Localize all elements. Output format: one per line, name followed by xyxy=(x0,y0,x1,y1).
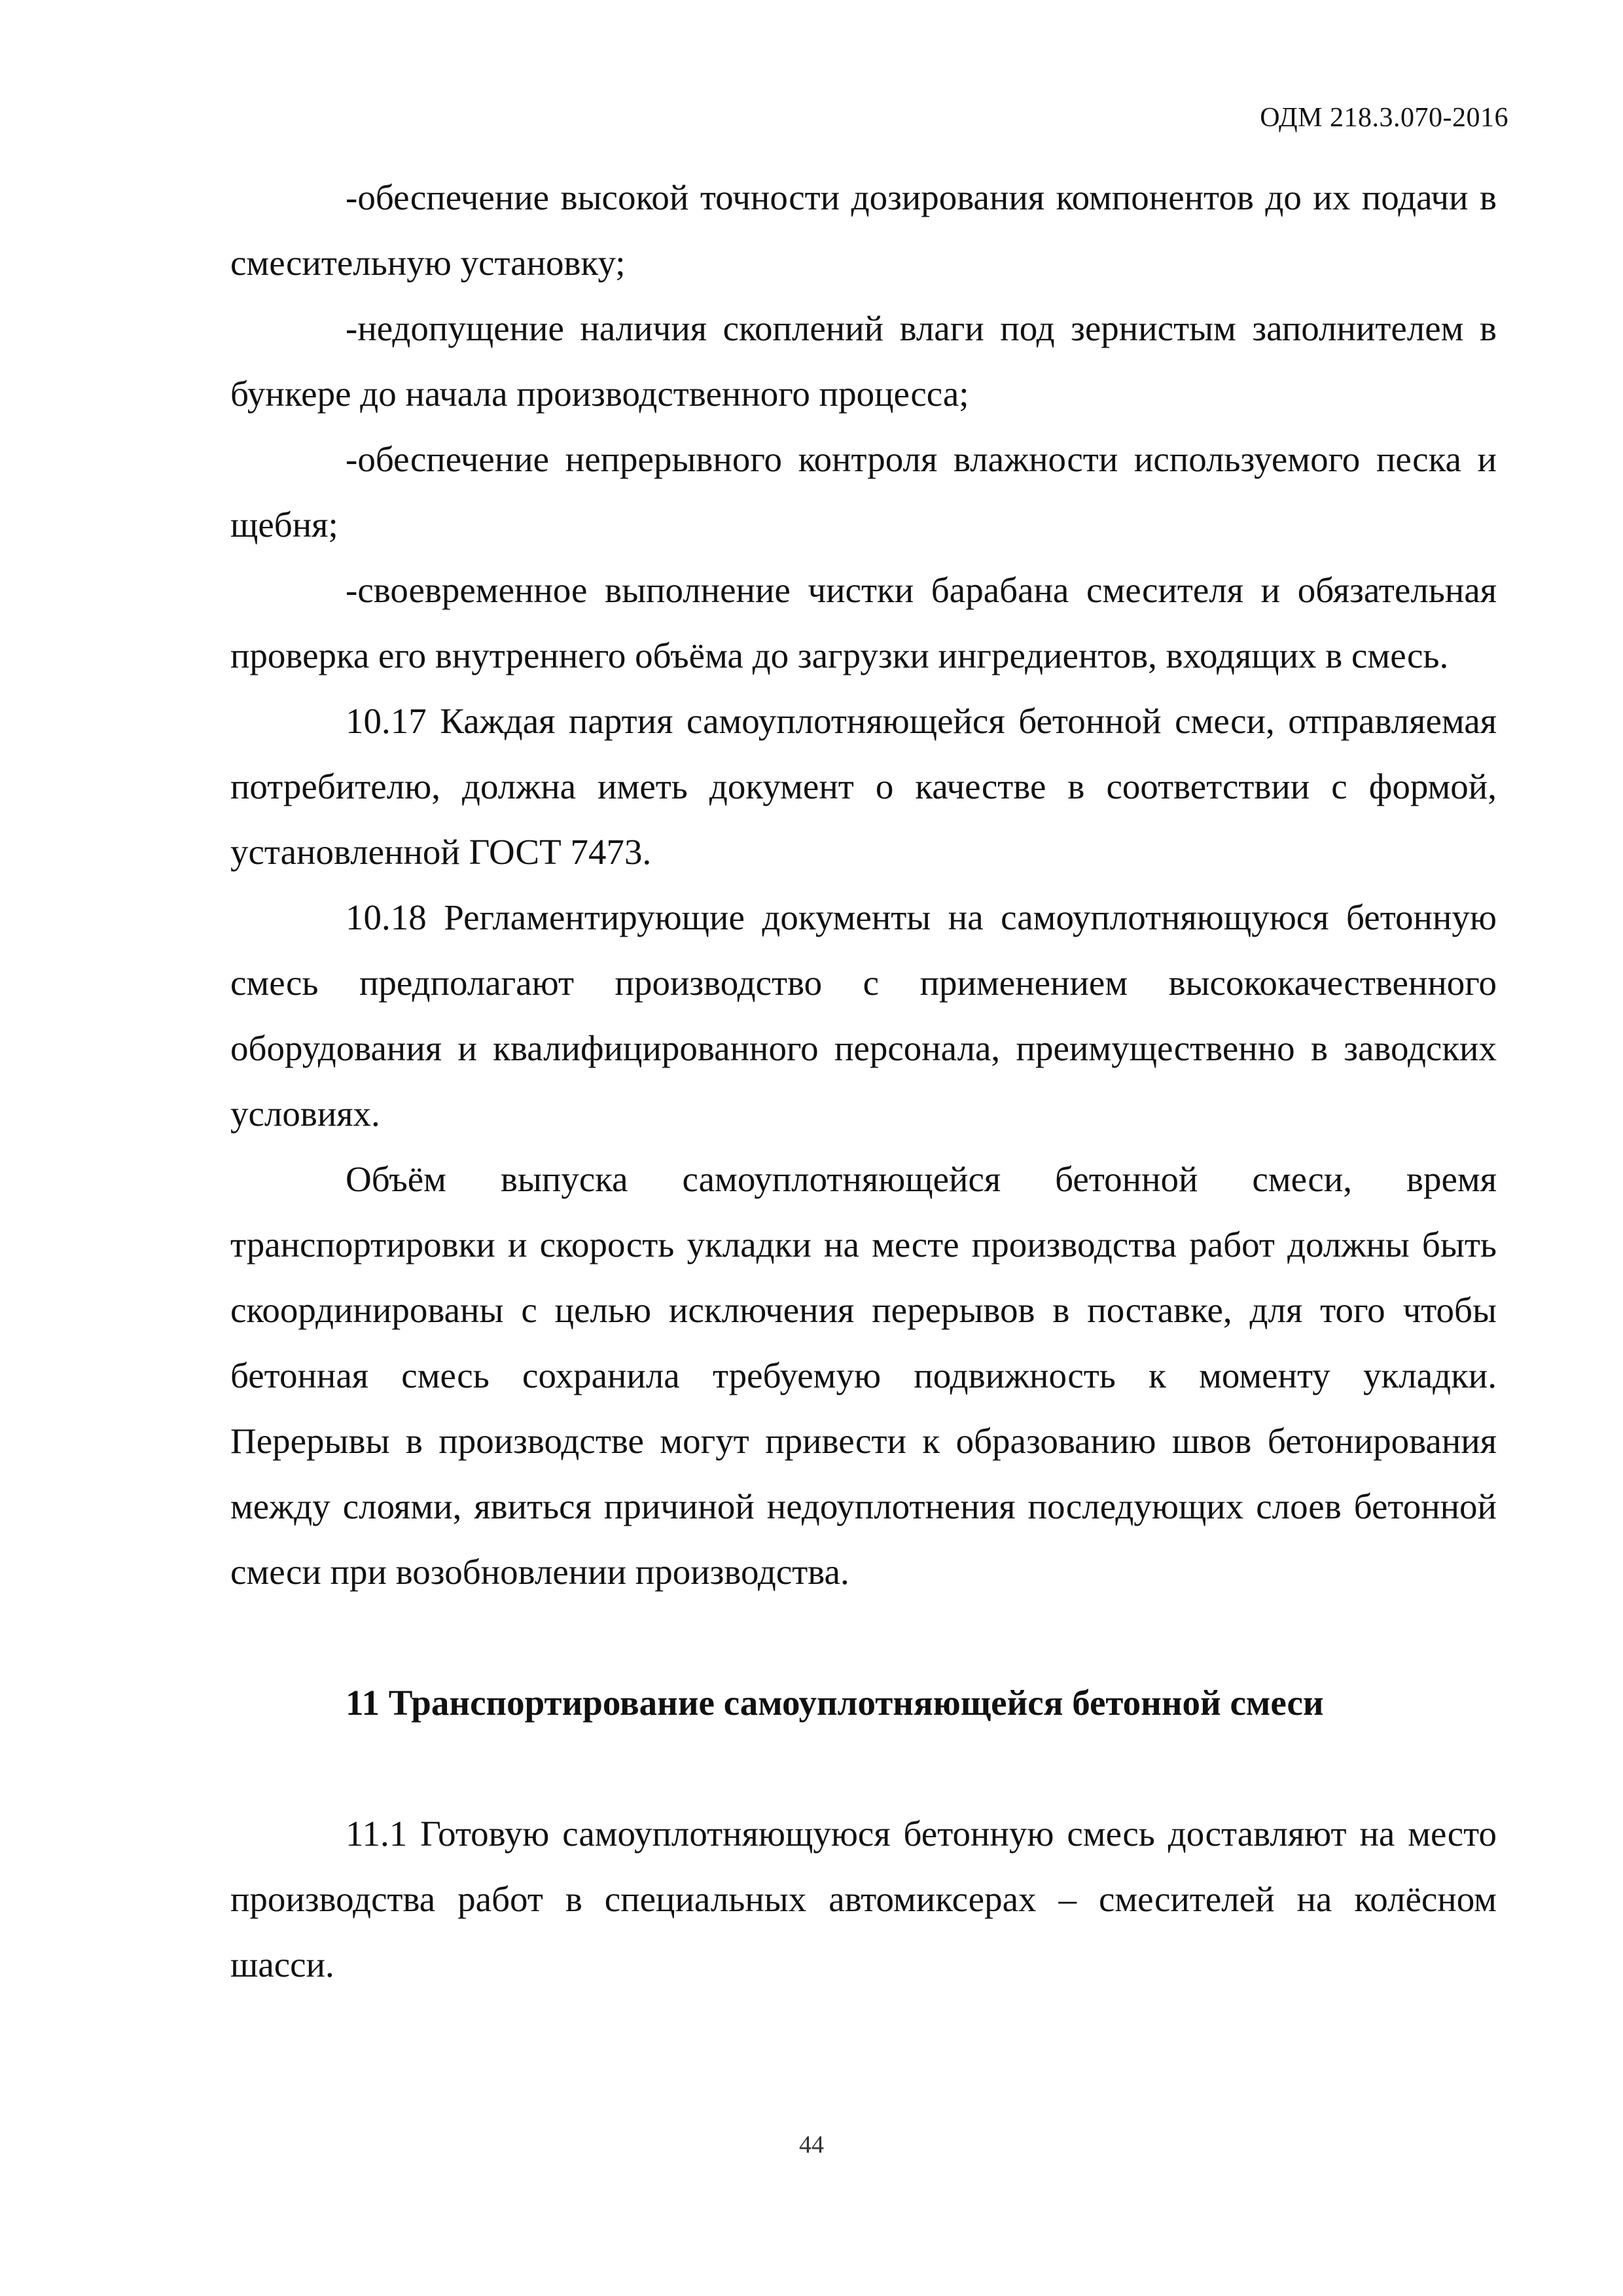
list-item-moisture-accumulation: -недопущение наличия скоплений влаги под зернистым заполнителем в бункере до начала производственного процесса; xyxy=(230,308,1497,414)
list-item-drum-cleaning: -своевременное выполнение чистки барабана смесителя и обязательная проверка его внутреннего объёма до загрузки ингредиентов, входящих в смесь. xyxy=(230,570,1497,675)
paragraph-10-18: 10.18 Регламентирующие документы на самоуплотняющуюся бетонную смесь предполагают производство с применением высококачественного оборудования и квалифицированного персонала, преимущественно в заводских условиях. xyxy=(230,897,1497,1134)
list-item-moisture-control: -обеспечение непрерывного контроля влажности используемого песка и щебня; xyxy=(230,439,1497,545)
list-item-dosing-accuracy: -обеспечение высокой точности дозирования компонентов до их подачи в смесительную установку; xyxy=(230,177,1497,283)
page-number: 44 xyxy=(799,2131,824,2159)
paragraph-11-1: 11.1 Готовую самоуплотняющуюся бетонную смесь доставляют на место производства работ в специальных автомиксерах – смесителей на колёсном шасси. xyxy=(230,1814,1497,1984)
body-text xyxy=(230,165,1497,1998)
document-code: ОДМ 218.3.070-2016 xyxy=(1260,103,1508,133)
paragraph-10-17: 10.17 Каждая партия самоуплотняющейся бетонной смеси, отправляемая потребителю, должна иметь документ о качестве в соответствии с формой, установленной ГОСТ 7473. xyxy=(230,701,1497,872)
section-heading-11: 11 Транспортирование самоуплотняющейся бетонной смеси xyxy=(346,1683,1324,1723)
paragraph-production-volume: Объём выпуска самоуплотняющейся бетонной смеси, время транспортировки и скорость укладки на месте производства работ должны быть скоординированы с целью исключения перерывов в поставке, для того чтобы бетонная смесь сохранила требуемую подвижность к моменту укладки. Перерывы в производстве могут привести к образованию швов бетонирования между слоями, явиться причиной недоуплотнения последующих слоев бетонной смеси при возобновлении производства. xyxy=(230,1159,1497,1592)
